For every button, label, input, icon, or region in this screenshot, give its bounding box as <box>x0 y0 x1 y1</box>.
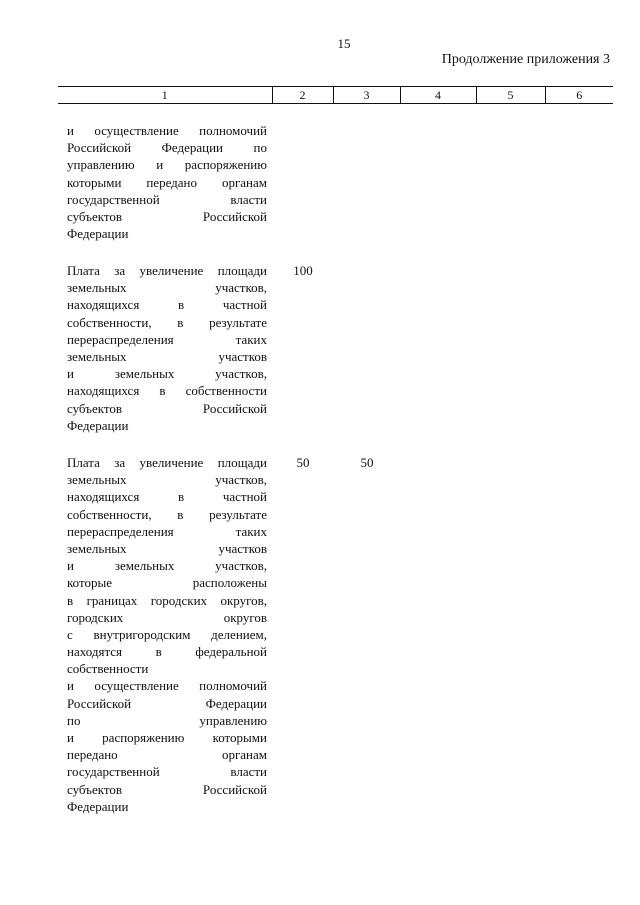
description-line <box>67 712 267 729</box>
description-line <box>67 660 267 677</box>
description-word: участков <box>218 348 267 364</box>
description-line <box>67 729 267 746</box>
description-word: участков, <box>215 558 267 574</box>
description-word: осуществление <box>94 123 179 138</box>
description-word: перераспределения <box>67 331 174 347</box>
description-word: передано <box>67 747 118 763</box>
description-word: передано <box>146 174 198 190</box>
description-word: Федерации <box>67 798 129 814</box>
description-word: государственной <box>67 764 160 780</box>
description-word: и <box>67 366 74 382</box>
column-header-4: 4 <box>400 87 476 104</box>
description-word: частной <box>222 297 267 313</box>
description-line <box>67 400 267 417</box>
description-line <box>67 643 267 660</box>
description-word: земельных <box>67 540 127 556</box>
description-word: находящихся <box>67 297 140 313</box>
description-word: в <box>159 383 166 399</box>
description-line <box>67 695 267 712</box>
description-line <box>67 156 267 173</box>
description-line <box>67 208 267 225</box>
row-3-col2-value: 50 <box>296 455 310 470</box>
description-word: с <box>67 626 73 642</box>
description-word: субъектов <box>67 400 123 416</box>
description-line <box>67 677 267 694</box>
description-word: площади <box>217 455 267 470</box>
description-word: площади <box>217 263 267 278</box>
description-word: Федерации <box>161 140 223 156</box>
description-word: границах <box>86 592 138 608</box>
description-word: полномочий <box>199 123 267 138</box>
description-word: в <box>177 489 185 505</box>
description-word: и <box>67 730 74 745</box>
description-word: которыми <box>212 730 267 745</box>
description-word: распоряжению <box>102 730 185 745</box>
description-line <box>67 471 267 488</box>
description-word: собственности <box>67 661 149 677</box>
description-line <box>67 382 267 399</box>
description-word: участков, <box>215 366 267 382</box>
description-word: управлению <box>199 712 267 728</box>
description-word: в <box>67 592 74 608</box>
row-3-col3-value: 50 <box>360 455 374 470</box>
row-2-col2-value: 100 <box>293 263 313 278</box>
description-line <box>67 365 267 382</box>
description-word: таких <box>235 523 267 539</box>
description-line <box>67 763 267 780</box>
description-word: Российской <box>202 208 267 224</box>
description-word: Федерации <box>205 695 267 711</box>
description-word: находятся <box>67 644 123 660</box>
description-line <box>67 506 267 523</box>
description-word: в <box>177 506 184 522</box>
description-word: Федерации <box>67 226 129 242</box>
description-word: земельных <box>114 558 175 574</box>
description-line <box>67 626 267 643</box>
description-line <box>67 798 267 815</box>
description-word: субъектов <box>67 208 123 224</box>
appendix-continuation-note: Продолжение приложения 3 <box>441 52 610 67</box>
description-line <box>67 592 267 609</box>
description-word: в <box>177 314 184 330</box>
description-word: результате <box>209 506 267 522</box>
description-word: земельных <box>67 348 127 364</box>
description-word: власти <box>230 191 267 207</box>
description-word: внутригородским <box>93 626 191 642</box>
description-word: распоряжению <box>184 157 267 173</box>
description-word: городских <box>150 592 208 608</box>
description-word: органам <box>221 174 267 190</box>
description-line <box>67 488 267 505</box>
description-word: участков <box>218 540 267 556</box>
description-word: Российской <box>202 400 267 416</box>
description-line <box>67 174 267 191</box>
description-word: и <box>67 678 74 694</box>
description-word: увеличение <box>139 455 204 470</box>
description-word: участков, <box>215 472 267 488</box>
description-word: по <box>253 140 267 156</box>
description-word: городских <box>67 609 124 625</box>
description-line <box>67 139 267 156</box>
description-line <box>67 348 267 365</box>
description-line <box>67 781 267 798</box>
description-line <box>67 417 267 434</box>
description-line <box>67 262 267 279</box>
description-word: собственности <box>185 383 267 399</box>
description-line <box>67 296 267 313</box>
description-word: делением, <box>211 626 267 642</box>
description-word: находящихся <box>67 383 140 399</box>
description-word: полномочий <box>199 678 267 694</box>
description-word: Федерации <box>67 417 129 433</box>
row-3-description <box>67 454 267 815</box>
description-word: и <box>67 558 74 574</box>
description-word: управлению <box>67 157 135 173</box>
description-line <box>67 191 267 208</box>
description-word: земельных <box>114 366 175 382</box>
description-word: расположены <box>192 575 267 591</box>
column-header-1: 1 <box>58 87 272 104</box>
description-word: собственности, <box>67 314 152 330</box>
description-line <box>67 574 267 591</box>
description-line <box>67 122 267 139</box>
description-word: участков, <box>215 280 267 296</box>
description-line <box>67 746 267 763</box>
description-line <box>67 454 267 471</box>
description-word: частной <box>222 489 267 505</box>
column-header-6: 6 <box>545 87 613 104</box>
column-header-row <box>58 87 613 104</box>
description-word: Плата <box>67 263 100 278</box>
description-line <box>67 279 267 296</box>
page-number: 15 <box>337 36 351 51</box>
description-word: и <box>67 123 74 138</box>
row-1-description <box>67 122 267 242</box>
description-word: федеральной <box>195 644 267 660</box>
description-word: которыми <box>67 174 122 190</box>
description-word: округов <box>223 609 267 625</box>
description-word: таких <box>235 331 267 347</box>
description-word: Российской <box>202 781 267 797</box>
description-word: осуществление <box>94 678 179 694</box>
description-line <box>67 331 267 348</box>
description-word: перераспределения <box>67 523 174 539</box>
description-word: органам <box>221 747 267 763</box>
column-header-5: 5 <box>476 87 545 104</box>
description-word: за <box>114 455 126 470</box>
description-word: по <box>67 712 81 728</box>
description-line <box>67 314 267 331</box>
description-line <box>67 523 267 540</box>
description-line <box>67 540 267 557</box>
description-word: которые <box>67 575 112 591</box>
description-word: собственности, <box>67 506 152 522</box>
description-line <box>67 609 267 626</box>
description-line <box>67 557 267 574</box>
description-word: увеличение <box>139 263 204 278</box>
description-word: в <box>155 644 162 660</box>
description-word: государственной <box>67 191 160 207</box>
column-header-table <box>58 86 613 104</box>
description-word: земельных <box>67 472 127 488</box>
column-header-2: 2 <box>272 87 333 104</box>
description-word: результате <box>209 314 267 330</box>
description-line <box>67 225 267 242</box>
description-word: власти <box>230 764 267 780</box>
description-word: находящихся <box>67 489 140 505</box>
description-word: Российской <box>67 140 132 156</box>
description-word: субъектов <box>67 781 123 797</box>
column-header-3: 3 <box>333 87 400 104</box>
description-word: в <box>177 297 185 313</box>
description-word: земельных <box>67 280 127 296</box>
description-word: округов, <box>220 592 267 608</box>
description-word: Российской <box>67 695 132 711</box>
description-word: и <box>156 157 164 173</box>
description-word: Плата <box>67 455 100 470</box>
row-2-description <box>67 262 267 434</box>
description-word: за <box>114 263 126 278</box>
